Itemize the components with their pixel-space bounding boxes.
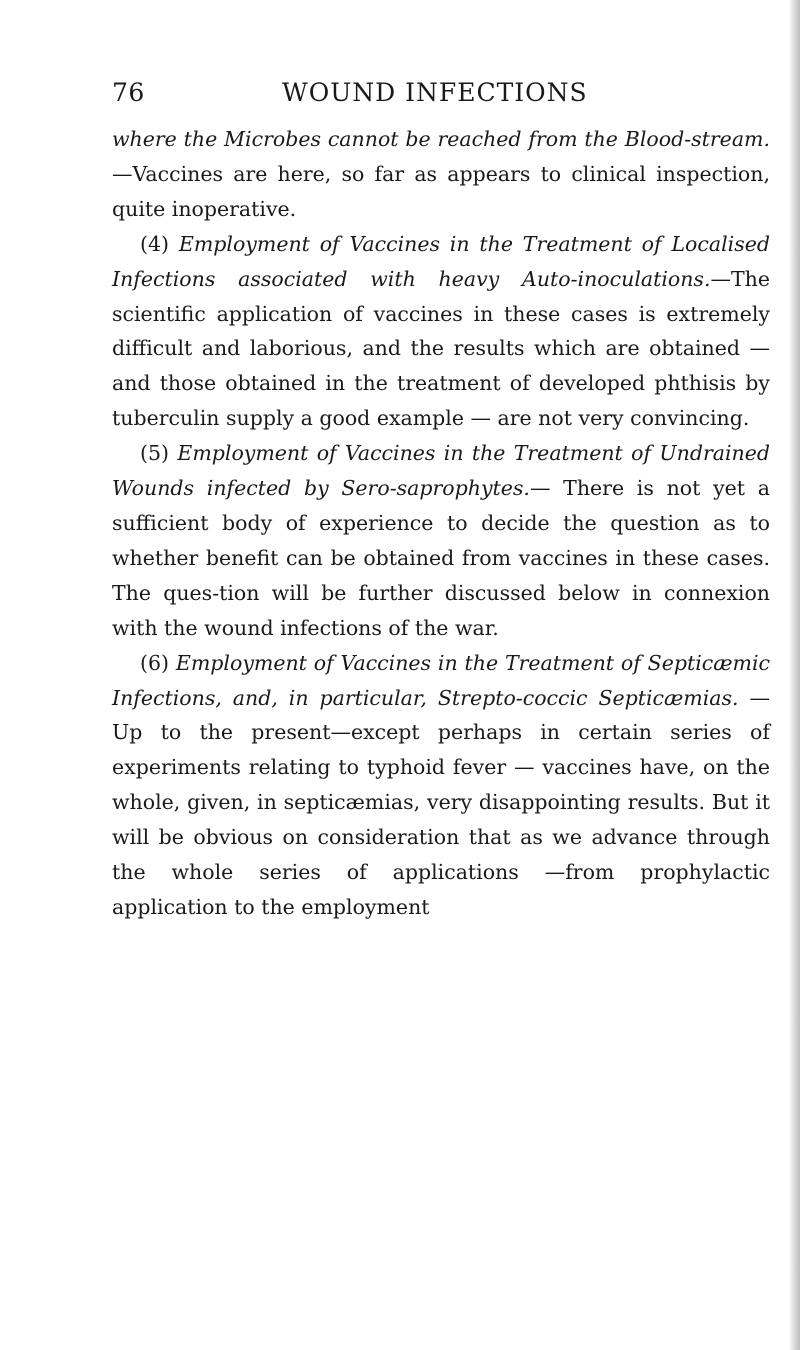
paragraph-number: (5)	[140, 441, 170, 466]
paragraph-heading: Employment of Vaccines in the Treatment of Localised Infections associated with heavy Auto-inoculations.	[112, 231, 770, 291]
running-head	[112, 72, 770, 112]
paragraph-text: — Up to the present—except perhaps in certain series of experiments relating to typhoid fever — vaccines have, on the whole, given, in septicæmias, very disappointing results. But it will be obvious on consideration that as we advance through the whole series of applications —from prophylactic application to the employment	[112, 685, 770, 919]
book-page	[112, 72, 770, 925]
scanned-page-edge	[790, 0, 800, 1350]
paragraph-heading: where the Microbes cannot be reached from the Blood-stream.	[112, 127, 770, 151]
paragraph-6	[112, 646, 770, 925]
paragraph-number: (4)	[140, 231, 170, 256]
paragraph-text: —The scientific application of vaccines in these cases is extremely difficult and laborious, and the results which are obtained — and those obtained in the treatment of developed phthisis by tuberculin supply a good example — are not very convincing.	[112, 266, 770, 431]
paragraph-number: (6)	[140, 650, 170, 675]
body-text	[112, 122, 770, 925]
paragraph-heading: Employment of Vaccines in the Treatment of Septicæmic Infections, and, in particular, Strepto-coccic Septicæmias.	[112, 650, 770, 710]
paragraph-text: — There is not yet a sufficient body of experience to decide the question as to whether benefit can be obtained from vaccines in these cases. The ques-tion will be further discussed below in connexion with the wound infections of the war.	[112, 476, 770, 640]
paragraph-text: —Vaccines are here, so far as appears to clinical inspection, quite inoperative.	[112, 161, 770, 221]
paragraph-5	[112, 436, 770, 645]
paragraph-4	[112, 227, 770, 436]
paragraph-heading: Employment of Vaccines in the Treatment of Undrained Wounds infected by Sero-saprophytes.	[112, 441, 770, 501]
running-title: WOUND INFECTIONS	[282, 78, 588, 107]
page-number: 76	[112, 78, 145, 107]
paragraph-continued	[112, 122, 770, 227]
